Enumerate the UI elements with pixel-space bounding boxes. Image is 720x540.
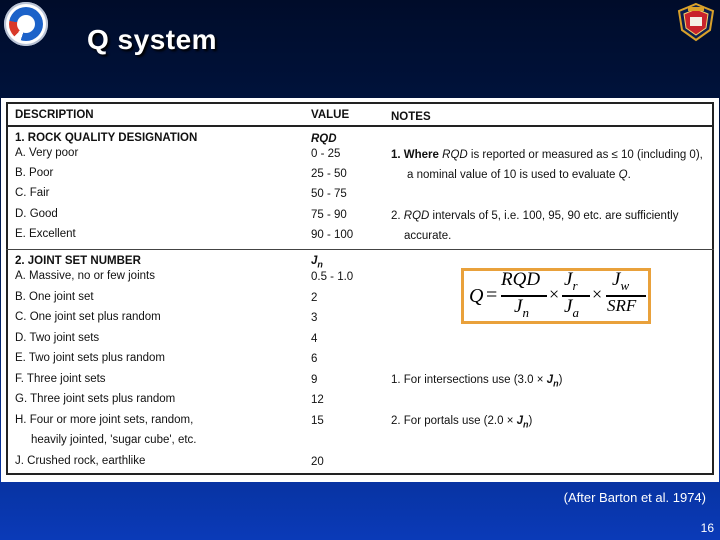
section1-value-label: RQD: [311, 133, 337, 145]
table-row-value: 20: [311, 456, 324, 468]
table-row-value: 75 - 90: [311, 209, 347, 221]
table-row-value: 50 - 75: [311, 188, 347, 200]
frac1-numerator: RQD: [501, 269, 541, 290]
table-row-value: 25 - 50: [311, 168, 347, 180]
table-row-desc: E. Excellent: [15, 228, 76, 240]
table-row-value: 15: [311, 415, 324, 427]
table-row-value: 9: [311, 374, 318, 386]
frac3-numerator: $J_w$: [612, 269, 630, 293]
source-citation: (After Barton et al. 1974): [563, 490, 706, 505]
section2-value-label: $J_n$: [311, 255, 323, 270]
table-row-desc: C. Fair: [15, 187, 50, 199]
section2-title: 2. JOINT SET NUMBER: [15, 255, 141, 267]
jn-note-1: 1. For intersections use $(3.0 \times J_n)$: [391, 374, 563, 389]
rqd-note-2-cont: accurate.: [404, 230, 452, 242]
table-row-desc: heavily jointed, 'sugar cube', etc.: [31, 434, 197, 446]
table-row-value: 12: [311, 394, 324, 406]
table-row-value: 0 - 25: [311, 148, 341, 160]
table-row-desc: B. One joint set: [15, 291, 94, 303]
jn-note-2: 2. For portals use $(2.0 \times J_n)$: [391, 415, 533, 430]
table-panel: [1, 98, 719, 482]
table-row-desc: A. Very poor: [15, 147, 79, 159]
table-row-desc: C. One joint set plus random: [15, 311, 161, 323]
table-row-value: 2: [311, 292, 318, 304]
header-notes: NOTES: [391, 111, 431, 123]
frac2-numerator: $J_r$: [564, 269, 578, 293]
table-row-desc: D. Two joint sets: [15, 332, 100, 344]
table-row-desc: J. Crushed rock, earthlike: [15, 455, 146, 467]
table-row-value: 6: [311, 353, 318, 365]
page-title: Q system: [87, 24, 218, 55]
table-row-value: 90 - 100: [311, 229, 354, 241]
formula-times-2: ×: [592, 284, 603, 304]
rqd-note-2: 2. RQD intervals of 5, i.e. 100, 95, 90 etc. are sufficiently: [391, 210, 679, 222]
table-row-desc: D. Good: [15, 208, 58, 220]
header-divider: [6, 125, 714, 127]
table-row-desc: A. Massive, no or few joints: [15, 270, 155, 282]
table-row-value: 4: [311, 333, 318, 345]
q-formula: [461, 268, 651, 324]
section-divider: [6, 249, 714, 250]
table-row-desc: H. Four or more joint sets, random,: [15, 414, 194, 426]
section1-title: 1. ROCK QUALITY DESIGNATION: [15, 132, 198, 144]
table-row-desc: G. Three joint sets plus random: [15, 393, 176, 405]
header-value: VALUE: [311, 109, 350, 121]
circular-emblem-icon: [4, 2, 48, 46]
formula-lhs: Q: [469, 285, 484, 307]
slide-number: 16: [700, 521, 714, 535]
frac2-denominator: $J_a$: [564, 296, 579, 320]
table-row-desc: F. Three joint sets: [15, 373, 106, 385]
table-row-desc: B. Poor: [15, 167, 54, 179]
formula-equals: =: [486, 284, 498, 306]
rqd-note-1: 1. Where RQD is reported or measured as ≤ 10 (including 0),: [391, 149, 703, 161]
rqd-note-1-cont: a nominal value of 10 is used to evaluate Q.: [407, 169, 631, 181]
frac1-denominator: $J_n$: [514, 296, 529, 320]
table-row-value: 0.5 - 1.0: [311, 271, 354, 283]
table-row-desc: E. Two joint sets plus random: [15, 352, 165, 364]
frac3-denominator: SRF: [607, 296, 637, 315]
header-description: DESCRIPTION: [15, 109, 94, 121]
formula-times-1: ×: [549, 284, 560, 304]
shield-crest-icon: [676, 2, 716, 42]
table-row-value: 3: [311, 312, 318, 324]
